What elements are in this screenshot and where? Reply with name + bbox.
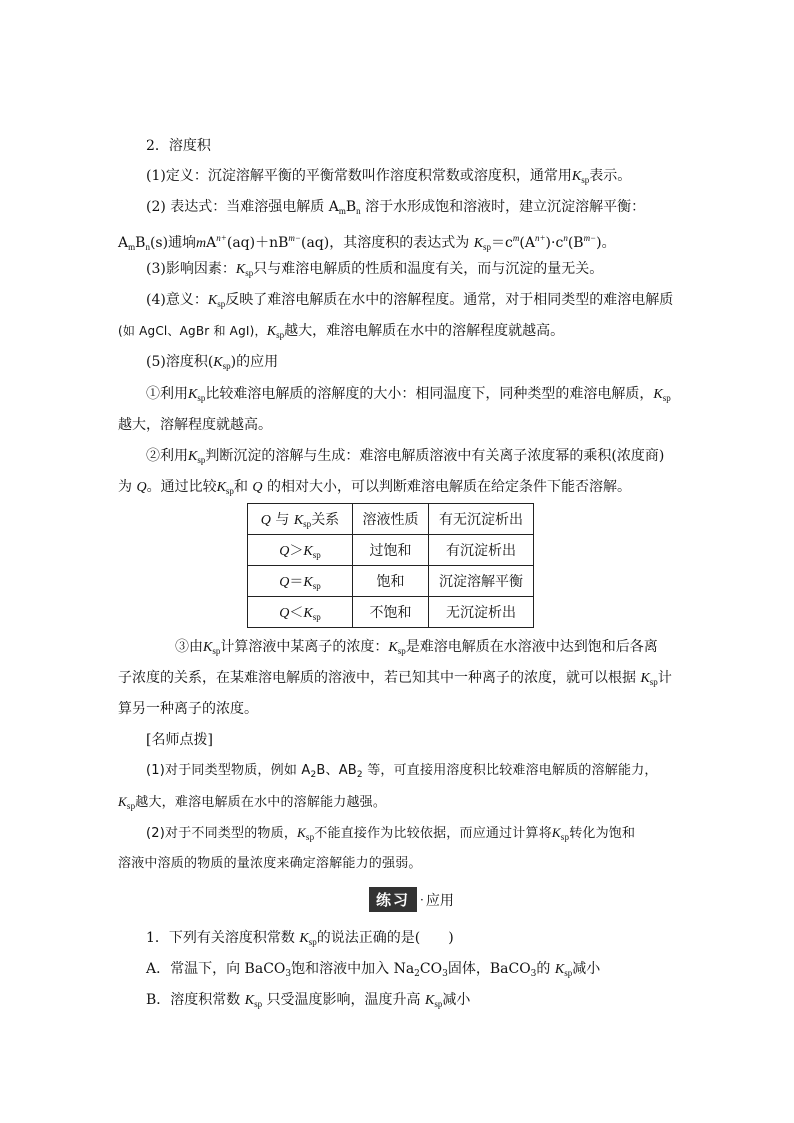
item3-a: ③由 (175, 639, 203, 655)
factors-lead: (3)影响因素： (146, 261, 236, 277)
table-cell (248, 535, 353, 566)
table-cell: 不饱和 (353, 597, 429, 628)
ksp-symbol: K (571, 169, 582, 184)
eq-ksp-sub: sp (483, 242, 492, 252)
app-title-sp: sp (222, 361, 231, 371)
tips-p1-a: (1)对于同类型物质，例如 A (146, 763, 311, 778)
r3-rel: ＜ (289, 605, 304, 621)
eq-a: A (118, 235, 129, 251)
optA-sub2: 2 (414, 969, 420, 979)
optA-b: 饱和溶液中加入 Na (291, 961, 415, 977)
tips-title-text: [名师点拨] (146, 732, 213, 748)
meaning-lead: (4)意义： (146, 292, 208, 308)
eq-ion-a: A (206, 235, 217, 251)
tips-title (146, 730, 213, 750)
table-row (248, 597, 534, 628)
sub-m: m (338, 206, 346, 216)
q1-k: K (299, 931, 309, 946)
section-heading-text: 2．溶度积 (146, 138, 211, 154)
tips-paragraph-2 (146, 823, 635, 847)
item3-sp: sp (212, 646, 221, 656)
eq-pow-n: n (563, 233, 568, 243)
eq-sup-nplus: n+ (216, 233, 227, 243)
definition-tail: 表示。 (589, 168, 632, 184)
item1-c: 越大，溶解程度就越高。 (118, 417, 272, 433)
application-item-3 (175, 637, 658, 661)
tips-p1-d: 越大，难溶电解质在水中的溶解能力越强。 (135, 795, 387, 810)
eq-sup-mminus: m− (288, 233, 301, 243)
ksp-sub: sp (581, 175, 590, 185)
table-cell (248, 597, 353, 628)
table-cell: 无沉淀析出 (429, 597, 534, 628)
q1-stem-a: 1．下列有关溶度积常数 (146, 930, 295, 946)
eq-sub-n: n (145, 242, 150, 252)
tips-sp3: sp (560, 832, 570, 842)
practice-badge-dot: · (420, 892, 424, 907)
item2-e: 和 (233, 479, 248, 495)
optB-k: K (244, 993, 255, 1008)
item2-q2: Q (252, 480, 263, 495)
r2-rel: ＝ (289, 574, 304, 590)
r1-k: K (303, 544, 313, 559)
practice-badge-text: 应用 (425, 892, 454, 909)
optB-sp2: sp (434, 999, 443, 1009)
table-cell: 有沉淀析出 (429, 535, 534, 566)
item1-k2: K (653, 387, 663, 402)
tips-p2-d: 溶液中溶质的物质的量浓度来确定溶解能力的强弱。 (118, 856, 422, 871)
factors-sp: sp (245, 268, 254, 278)
item2-q: Q (136, 480, 147, 495)
item2-sp: sp (197, 455, 206, 465)
optA-sub3b: 3 (442, 969, 448, 979)
application-item-1 (146, 384, 671, 408)
item2-d: 。通过比较 (146, 479, 217, 495)
meaning-tail: 反映了难溶电解质在水中的溶解程度。通常，对于相同类型的难溶电解质 (225, 292, 674, 308)
item1-b: 比较难溶电解质的溶解度的大小：相同温度下，同种类型的难溶电解质， (205, 386, 654, 402)
meaning-examples: (如 AgCl、AgBr 和 AgI)， (118, 324, 267, 338)
th-and: 与 (275, 512, 290, 528)
item3-e: 计 (657, 670, 672, 686)
table-header-cell (353, 504, 429, 535)
tips-p2-b: 不能直接作为比较依据，而应通过计算将 (314, 826, 552, 841)
item1-sp: sp (197, 393, 206, 403)
table-cell: 沉淀溶解平衡 (429, 566, 534, 597)
eq-tail: (aq)，其溶度积的表达式为 (301, 235, 470, 251)
tips-sub-ab2: 2 (356, 770, 363, 780)
eq-ion-mid: (aq)＋nB (226, 235, 289, 251)
application-item-2-cont (118, 477, 631, 501)
optB-b: 只受温度影响，温度升高 (266, 992, 421, 1008)
sub-n: n (356, 206, 361, 216)
tips-paragraph-1-cont (118, 792, 386, 816)
q-ksp-table (247, 503, 534, 628)
optA-sp: sp (564, 968, 573, 978)
tips-k1: K (118, 794, 127, 809)
r3-q: Q (279, 606, 290, 621)
table-row (248, 535, 534, 566)
item2-f: 的相对大小，可以判断难溶电解质在给定条件下能否溶解。 (266, 479, 631, 495)
r1-rel: ＞ (289, 543, 304, 559)
expression-line-2 (118, 228, 616, 257)
meaning-sp: sp (217, 299, 226, 309)
application-item-2 (146, 446, 664, 470)
tips-k2: K (297, 825, 306, 840)
optB-c: 减小 (442, 992, 471, 1008)
item3-k2: K (388, 640, 398, 655)
th-sp: sp (303, 519, 312, 529)
optB-k2: K (425, 993, 435, 1008)
tips-sp2: sp (305, 832, 315, 842)
item2-a: ②利用 (146, 448, 188, 464)
application-item-3-end (118, 699, 258, 719)
app-title-a: (5)溶度积( (146, 354, 214, 370)
tips-p1-c: 等，可直接用溶度积比较难溶电解质的溶解能力， (362, 763, 658, 778)
tips-paragraph-2-cont (118, 854, 422, 874)
item1-sp2: sp (662, 393, 671, 403)
app-title-b: )的应用 (230, 354, 279, 370)
expression-tail: 溶于水形成饱和溶液时，建立沉淀溶解平衡： (360, 199, 646, 215)
tips-p1-b: B、AB (316, 763, 357, 778)
eq-pow-m: m (512, 233, 520, 243)
optB-sp: sp (254, 999, 263, 1009)
q1-stem-b: 的说法正确的是( ) (316, 930, 454, 946)
tips-p2-c: 转化为饱和 (569, 826, 636, 841)
table-header-cell (429, 504, 534, 535)
tips-p2-a: (2)对于不同类型的物质， (146, 826, 298, 841)
eq-end-a: (A (519, 235, 535, 251)
table-header-cell (248, 504, 353, 535)
tips-sub-a2: 2 (310, 770, 317, 780)
item2-c: 为 (118, 479, 132, 495)
eq-end-sup-m: m− (583, 233, 597, 243)
item3-k: K (203, 640, 213, 655)
table-cell: 过饱和 (353, 535, 429, 566)
r1-sp: sp (312, 550, 321, 560)
r2-k: K (303, 575, 313, 590)
eq-coef-m: m (196, 236, 207, 251)
item3-sp3: sp (649, 677, 658, 687)
th-q: Q (260, 513, 271, 528)
item1-k: K (188, 387, 198, 402)
optA-f: 减小 (572, 961, 601, 977)
item2-k: K (188, 449, 198, 464)
application-item-1-cont (118, 415, 272, 435)
th-result: 有无沉淀析出 (439, 512, 523, 528)
option-b[interactable] (146, 990, 470, 1014)
item3-f: 算另一种离子的浓度。 (118, 701, 258, 717)
application-title (146, 352, 278, 376)
tips-paragraph-1 (146, 761, 658, 785)
optB-a: B．溶度积常数 (146, 992, 241, 1008)
item2-b: 判断沉淀的溶解与生成：难溶电解质溶液中有关离子浓度幂的乘积(浓度商) (205, 448, 665, 464)
optA-k: K (554, 962, 565, 977)
optA-d: 固体，BaCO (447, 961, 531, 977)
eq-equals-c: ＝c (491, 235, 513, 251)
item3-b: 计算溶液中某离子的浓度： (220, 639, 389, 655)
optA-sub3c: 3 (530, 969, 537, 979)
q1-sp: sp (308, 937, 317, 947)
th-k: K (293, 513, 304, 528)
eq-b: B (135, 235, 146, 251)
application-item-3-cont (118, 668, 672, 692)
practice-badge (369, 887, 454, 912)
r2-sp: sp (312, 581, 321, 591)
r1-q: Q (279, 544, 290, 559)
table-cell: 饱和 (353, 566, 429, 597)
eq-end-b: (B (567, 235, 584, 251)
eq-sub-m: m (128, 242, 136, 252)
item2-sp2: sp (225, 486, 234, 496)
factors-tail: 只与难溶电解质的性质和温度有关，而与沉淀的量无关。 (253, 261, 604, 277)
option-a[interactable] (146, 959, 600, 984)
th-state: 溶液性质 (362, 512, 419, 528)
practice-badge-label: 练习 (369, 887, 417, 912)
eq-end-sup-n: n+ (534, 233, 546, 243)
meaning-k2: K (266, 324, 277, 339)
table-header-row (248, 504, 534, 535)
section-heading (146, 136, 211, 156)
meaning-sp2: sp (276, 330, 285, 340)
optA-c: CO (419, 961, 443, 977)
eq-end-c: )·c (545, 235, 564, 251)
meaning-k: K (207, 293, 218, 308)
expression-lead: (2) 表达式：当难溶强电解质 A (146, 199, 339, 215)
factors-paragraph (146, 259, 603, 283)
item3-k3: K (640, 671, 650, 686)
definition-paragraph (146, 166, 631, 190)
tips-sp1: sp (126, 801, 136, 811)
optA-a: A．常温下，向 BaCO (146, 961, 286, 977)
eq-solid: (s) (149, 235, 169, 251)
r3-sp: sp (312, 612, 321, 622)
r2-q: Q (279, 575, 290, 590)
eq-end: )。 (596, 235, 616, 251)
meaning-line-2 (118, 321, 564, 345)
table-row (248, 566, 534, 597)
expression-line-1: (2) 表达式：当难溶强电解质 $A_mB_n$ 溶于水形成饱和溶液时，建立沉淀溶解平衡： (146, 199, 646, 216)
tips-k3: K (551, 825, 561, 840)
table-cell (248, 566, 353, 597)
item3-c: 是难溶电解质在水溶液中达到饱和后各离 (405, 639, 658, 655)
eq-ksp: K (473, 236, 484, 251)
item3-d: 子浓度的关系，在某难溶电解质的溶液中，若已知其中一种离子的浓度，就可以根据 (118, 670, 636, 686)
app-title-k: K (213, 355, 223, 370)
definition-lead: (1)定义：沉淀溶解平衡的平衡常数叫作溶度积常数或溶度积，通常用 (146, 168, 572, 184)
eq-arrow-garbled: 逋垧 (168, 235, 197, 251)
factors-k: K (235, 262, 246, 277)
optA-sub3: 3 (285, 969, 292, 979)
item2-k2: K (216, 480, 226, 495)
r3-k: K (303, 606, 313, 621)
item3-sp2: sp (397, 646, 406, 656)
th-relation: 关系 (311, 512, 340, 528)
item1-a: ①利用 (146, 386, 188, 402)
meaning-line2-tail: 越大，难溶电解质在水中的溶解程度就越高。 (284, 323, 565, 339)
meaning-line-1 (146, 290, 673, 314)
question-1 (146, 928, 454, 952)
optA-e: 的 (536, 961, 551, 977)
